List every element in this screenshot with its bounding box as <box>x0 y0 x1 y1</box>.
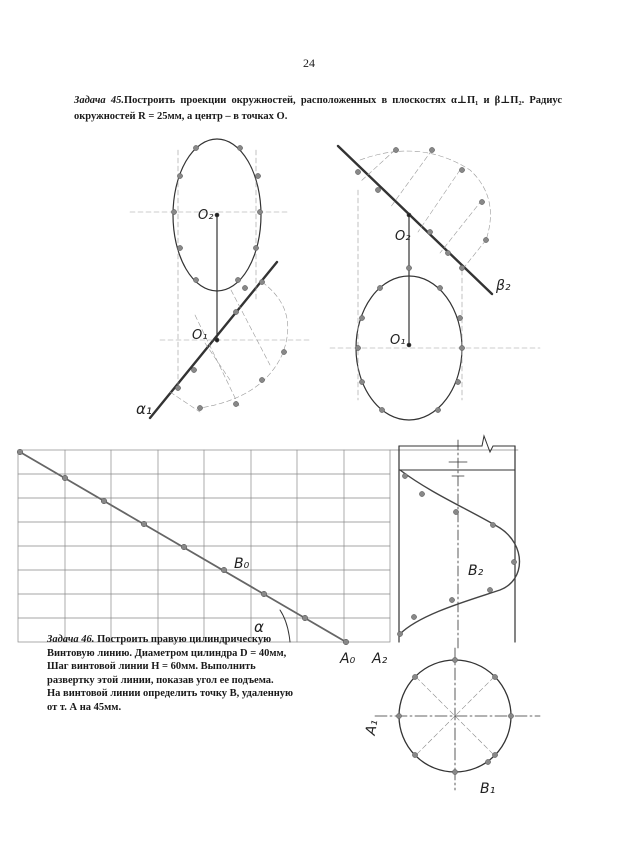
beta2-trace-line <box>338 146 492 294</box>
task45-right-construction-lines <box>330 150 540 400</box>
task-46-statement <box>47 633 347 715</box>
task45-left-construction <box>130 139 310 418</box>
label-alpha1: α₁ <box>136 400 152 418</box>
cylinder-horizontal-projection <box>375 648 540 790</box>
task-46-label: Задача 46. <box>47 634 95 645</box>
label-b2: B₂ <box>468 563 484 579</box>
page-number: 24 <box>303 56 315 70</box>
helix-frontal-points <box>397 473 516 636</box>
task-46-line-2: Винтовую линию. Диаметром цилиндра D = 40мм, <box>47 647 287 659</box>
label-lift-angle: α <box>254 618 264 636</box>
label-a0: A₀ <box>340 651 356 667</box>
label-a2: A₂ <box>372 651 388 667</box>
label-b0: B₀ <box>234 556 250 572</box>
task-46-line-1: Задача 46. Построить правую цилиндрическую <box>47 634 272 645</box>
task-46-line-5: На винтовой линии определить точку B, удаленную <box>47 688 294 700</box>
task-46-line-4: развертку этой линии, показав угол ее подъема. <box>47 674 274 686</box>
task-46-line-6: от т. А на 45мм. <box>47 701 122 713</box>
label-o1-left: O₁ <box>192 328 208 343</box>
label-o1-right: O₁ <box>390 333 406 348</box>
label-o2-right: O₂ <box>395 229 411 244</box>
point-o2-right <box>407 213 411 217</box>
label-o2-left: O₂ <box>198 208 214 223</box>
task45-right-construction-points <box>355 147 488 412</box>
label-a1: A₁ <box>362 718 382 737</box>
point-o1-left <box>215 338 219 342</box>
helix-development-grid <box>18 450 518 642</box>
task45-left-construction-lines <box>130 150 310 412</box>
label-beta2: β₂ <box>496 278 511 294</box>
helix-frontal-curve <box>400 470 520 634</box>
task-45-label: Задача 45. <box>74 95 124 106</box>
point-o2-left <box>215 213 219 217</box>
point-o1-right <box>407 343 411 347</box>
task-46-line-3: Шаг винтовой линии H = 60мм. Выполнить <box>47 661 256 673</box>
label-b1: B₁ <box>480 781 496 797</box>
task-45-text: Построить проекции окружностей, расположенных в плоскостях α⊥П₁ и β⊥П₂. Радиус окружностей R = 25мм, а центр – в точках О. <box>74 95 562 122</box>
